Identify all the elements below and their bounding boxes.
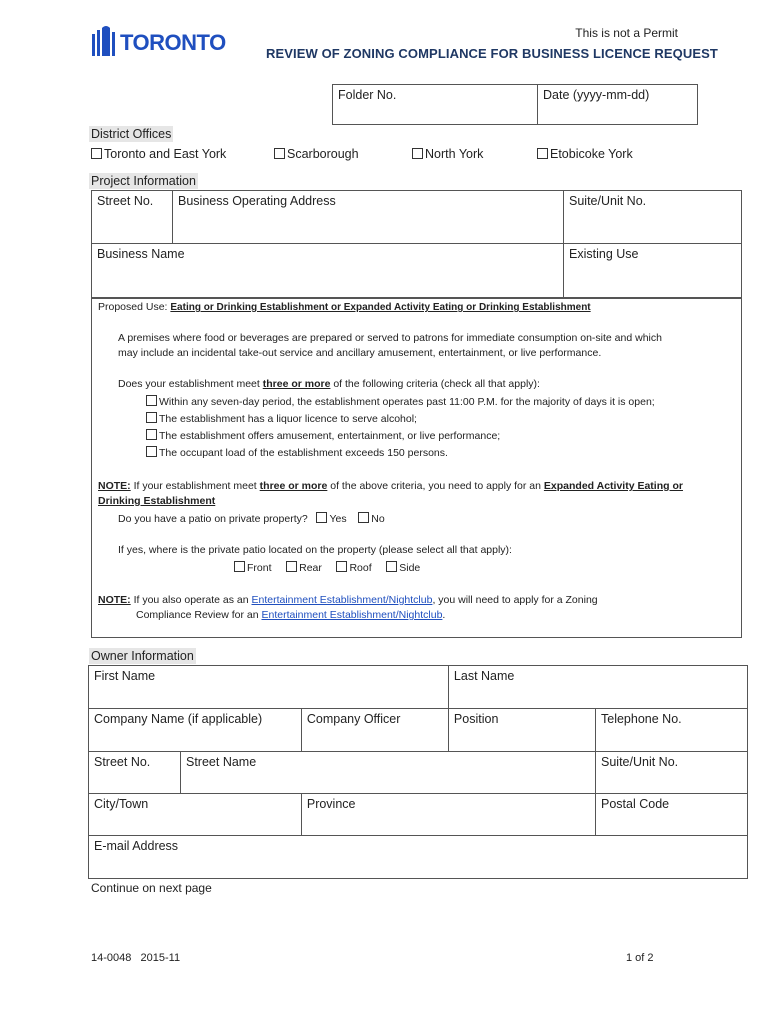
criteria-checkbox-4[interactable] (146, 445, 448, 461)
province-field[interactable] (301, 794, 595, 836)
option-label: Rear (299, 562, 322, 574)
last-name-field[interactable] (448, 666, 747, 709)
company-officer-label: Company Officer (306, 712, 401, 726)
proposed-use-section (91, 297, 742, 638)
not-permit-note: This is not a Permit (575, 26, 678, 40)
criteria-pre: Does your establishment meet (118, 378, 263, 390)
document-title: REVIEW OF ZONING COMPLIANCE FOR BUSINESS LICENCE REQUEST (266, 46, 718, 61)
street-no-label: Street No. (94, 755, 151, 769)
checkbox-icon[interactable] (336, 561, 347, 572)
proposed-use-line (98, 299, 591, 316)
checkbox-icon[interactable] (412, 148, 423, 159)
patio-yes-checkbox[interactable] (316, 513, 346, 525)
company-name-label: Company Name (if applicable) (94, 712, 263, 726)
owner-suite-field[interactable] (596, 752, 748, 794)
date-field[interactable] (538, 85, 698, 125)
yes-label: Yes (329, 513, 347, 525)
owner-table (88, 665, 748, 879)
checkbox-icon[interactable] (358, 512, 369, 523)
criteria-label: The establishment has a liquor licence to serve alcohol; (159, 413, 417, 425)
note-2-line-1 (98, 592, 598, 608)
patio-location-question: If yes, where is the private patio located on the property (please select all that apply): (118, 544, 512, 556)
city-field[interactable] (89, 794, 302, 836)
folder-no-field[interactable] (333, 85, 538, 125)
patio-no-checkbox[interactable] (358, 513, 384, 525)
folder-date-table (332, 84, 698, 125)
criteria-checkbox-3[interactable] (146, 428, 500, 444)
postal-code-field[interactable] (596, 794, 748, 836)
criteria-emphasis: three or more (262, 378, 331, 390)
existing-use-field[interactable] (564, 244, 742, 299)
position-label: Position (453, 712, 499, 726)
patio-location-options (234, 560, 420, 576)
checkbox-north-york[interactable] (412, 147, 483, 161)
criteria-checkbox-2[interactable] (146, 411, 417, 427)
project-street-no-field[interactable] (92, 191, 173, 244)
checkbox-icon[interactable] (274, 148, 285, 159)
form-number: 14-0048 2015-11 (91, 952, 181, 964)
email-label: E-mail Address (94, 839, 179, 853)
patio-question: Do you have a patio on private property? (118, 513, 308, 525)
company-name-field[interactable] (89, 709, 302, 752)
criteria-label: The establishment offers amusement, entertainment, or live performance; (159, 430, 501, 442)
description-line-2: may include an incidental take-out service and ancillary amusement, entertainment, or live performance. (118, 347, 602, 359)
last-name-label: Last Name (453, 669, 515, 683)
first-name-field[interactable] (89, 666, 449, 709)
toronto-logo (90, 22, 226, 60)
owner-street-no-field[interactable] (89, 752, 181, 794)
checkbox-icon[interactable] (286, 561, 297, 572)
business-name-label: Business Name (97, 247, 185, 261)
note-text: If your establishment meet (130, 480, 260, 492)
option-label: Toronto and East York (104, 147, 227, 161)
province-label: Province (306, 797, 356, 811)
note-1-line-2 (98, 493, 215, 509)
owner-information-label: Owner Information (91, 649, 194, 663)
criteria-post: of the following criteria (check all that apply): (330, 378, 540, 390)
option-label: Front (247, 562, 272, 574)
nightclub-link[interactable]: Entertainment Establishment/Nightclub (251, 594, 433, 606)
suite-label: Suite/Unit No. (601, 755, 679, 769)
no-label: No (371, 513, 385, 525)
expanded-activity-link[interactable]: Expanded Activity Eating or (543, 480, 683, 492)
patio-side-checkbox[interactable] (386, 562, 420, 574)
logo-text: TORONTO (120, 30, 226, 55)
street-no-label: Street No. (97, 194, 154, 208)
street-name-label: Street Name (186, 755, 257, 769)
telephone-field[interactable] (596, 709, 748, 752)
project-table (91, 190, 742, 299)
note-text: Compliance Review for an (136, 609, 262, 621)
nightclub-link-2[interactable]: Entertainment Establishment/Nightclub (261, 609, 443, 621)
business-address-field[interactable] (173, 191, 564, 244)
checkbox-toronto-east-york[interactable] (91, 147, 226, 161)
folder-no-label: Folder No. (338, 88, 397, 102)
criteria-question (118, 376, 540, 392)
address-label: Business Operating Address (178, 194, 336, 208)
note-emphasis: three or more (259, 480, 328, 492)
checkbox-icon[interactable] (146, 446, 157, 457)
option-label: Scarborough (287, 147, 359, 161)
note-text: of the above criteria, you need to apply for an (327, 480, 544, 492)
note-2-line-2 (136, 607, 445, 623)
existing-use-label: Existing Use (569, 247, 639, 261)
patio-question-line (118, 511, 385, 527)
checkbox-etobicoke-york[interactable] (537, 147, 633, 161)
city-label: City/Town (94, 797, 149, 811)
criteria-checkbox-1[interactable] (146, 394, 655, 410)
note-text: . (442, 609, 446, 621)
criteria-label: Within any seven-day period, the establishment operates past 11:00 P.M. for the majority of days it is open; (159, 396, 655, 408)
note-text: , you will need to apply for a Zoning (432, 594, 598, 606)
project-information-label: Project Information (91, 174, 196, 188)
checkbox-scarborough[interactable] (274, 147, 359, 161)
project-suite-field[interactable] (564, 191, 742, 244)
note-label: NOTE: (98, 594, 131, 606)
first-name-label: First Name (94, 669, 156, 683)
business-name-field[interactable] (92, 244, 564, 299)
patio-rear-checkbox[interactable] (286, 562, 322, 574)
option-label: North York (425, 147, 484, 161)
drinking-establishment-link[interactable]: Drinking Establishment (98, 495, 216, 507)
checkbox-icon[interactable] (386, 561, 397, 572)
note-1-line-1 (98, 478, 683, 494)
company-officer-field[interactable] (301, 709, 448, 752)
proposed-use-label: Proposed Use: (98, 301, 168, 313)
checkbox-icon[interactable] (146, 412, 157, 423)
option-label: Side (399, 562, 421, 574)
checkbox-icon[interactable] (146, 395, 157, 406)
criteria-label: The occupant load of the establishment exceeds 150 persons. (159, 447, 448, 459)
postal-code-label: Postal Code (601, 797, 670, 811)
description-line-1: A premises where food or beverages are prepared or served to patrons for immediate consumption on-site and which (118, 332, 662, 344)
continue-note: Continue on next page (91, 881, 212, 895)
checkbox-icon[interactable] (537, 148, 548, 159)
option-label: Roof (349, 562, 372, 574)
telephone-label: Telephone No. (601, 712, 682, 726)
option-label: Etobicoke York (550, 147, 633, 161)
patio-front-checkbox[interactable] (234, 562, 272, 574)
page-number: 1 of 2 (626, 952, 654, 964)
district-offices-label: District Offices (91, 127, 172, 141)
proposed-use-value: Eating or Drinking Establishment or Expanded Activity Eating or Drinking Establishment (170, 302, 591, 313)
suite-label: Suite/Unit No. (569, 194, 647, 208)
position-field[interactable] (448, 709, 595, 752)
checkbox-icon[interactable] (316, 512, 327, 523)
checkbox-icon[interactable] (234, 561, 245, 572)
street-name-field[interactable] (181, 752, 596, 794)
note-label: NOTE: (98, 480, 131, 492)
checkbox-icon[interactable] (91, 148, 102, 159)
note-text: If you also operate as an (130, 594, 252, 606)
email-field[interactable] (89, 836, 748, 879)
date-label: Date (yyyy-mm-dd) (543, 88, 650, 102)
patio-roof-checkbox[interactable] (336, 562, 371, 574)
checkbox-icon[interactable] (146, 429, 157, 440)
